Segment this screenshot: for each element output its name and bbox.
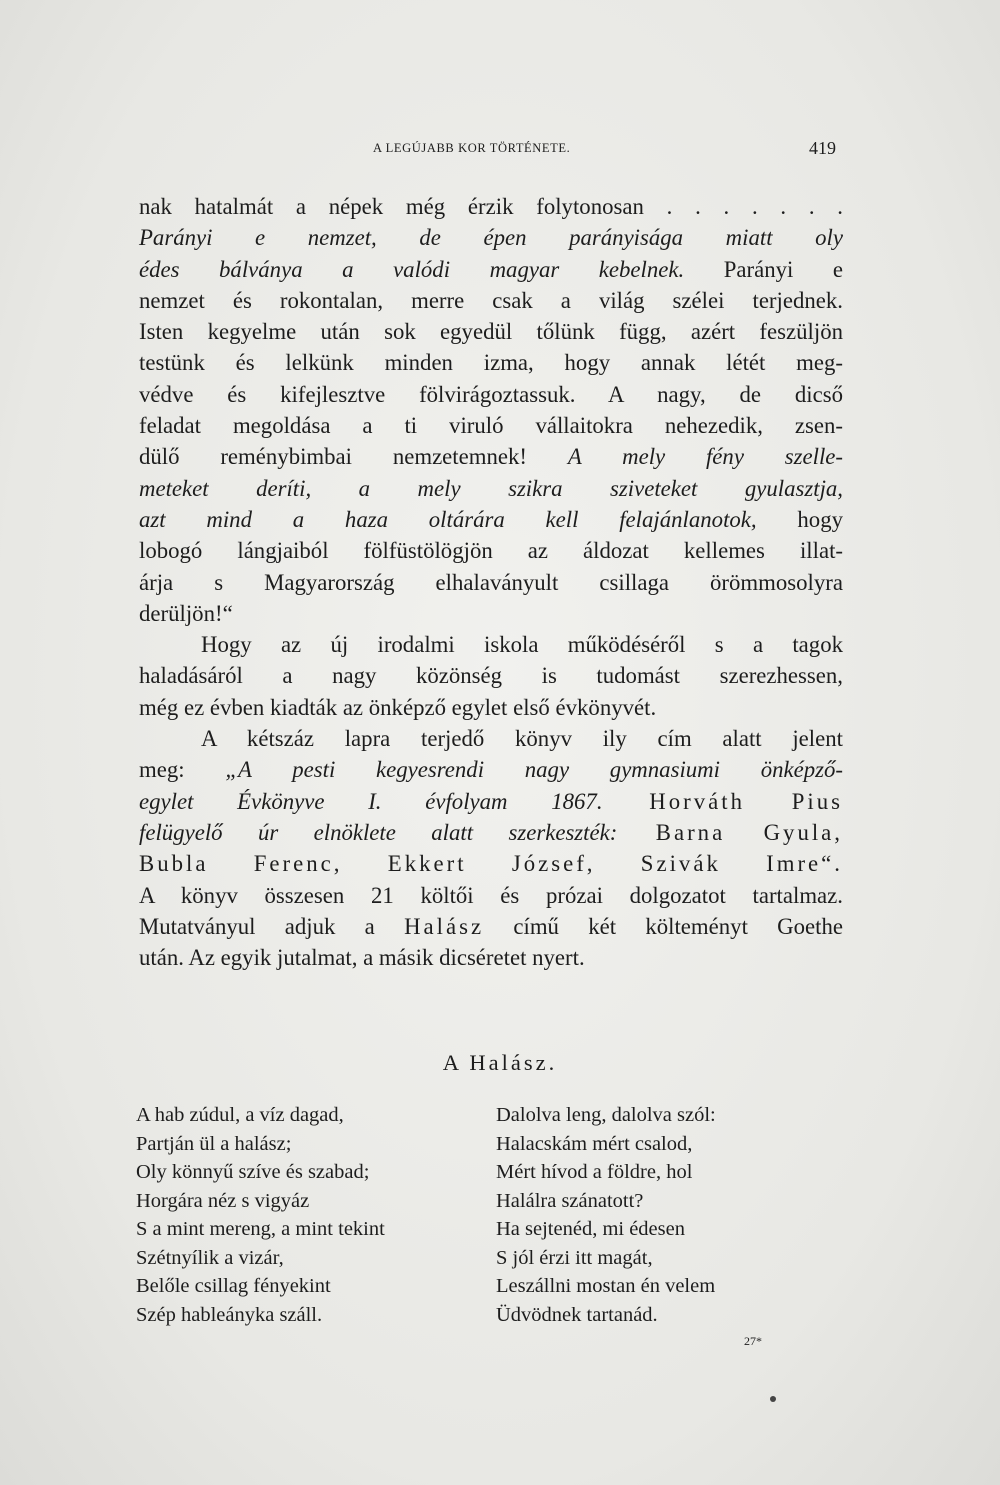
text-line [139,754,843,785]
text-line: Bubla Ferenc, Ekkert József, Szivák Imre“. [139,851,843,877]
text-line: után. Az egyik jutalmat, a másik dicséretet nyert. [139,945,585,971]
italic-phrase: A mely fény szelle- [567,444,843,470]
verse-line: Üdvödnek tartanád. [496,1303,658,1326]
verse-line: Horgára néz s vigyáz [136,1189,310,1212]
verse-line: A hab zúdul, a víz dagad, [136,1104,344,1126]
verse-line: Halálra szánatott? [496,1189,644,1212]
text-line [139,786,843,817]
text-line [139,911,843,942]
verse-line: Belőle csillag fényekint [136,1275,331,1297]
text-line: A kétszáz lapra terjedő könyv ily cím alatt jelent [201,726,843,752]
text-segment: Mutatványul adjuk a [139,913,405,939]
text-segment: című két költeményt Goethe [484,913,844,939]
text-line: haladásáról a nagy közönség is tudomást szerezhessen, [139,663,843,689]
verse-line: S a mint mereng, a mint tekint [136,1218,385,1240]
verse-line: Leszállni mostan én velem [496,1275,716,1297]
verse-line: S jól érzi itt magát, [496,1246,653,1269]
text-line: Hogy az új irodalmi iskola működéséről s a tagok [201,632,843,658]
text-line [139,254,843,285]
text-line: árja s Magyarország elhalaványult csillaga örömmosolyra [139,569,843,595]
ink-spot [770,1396,776,1402]
text-line [139,817,843,848]
verse-line: Mért hívod a földre, hol [496,1161,693,1183]
verse-line: Oly könnyű szíve és szabad; [136,1161,370,1183]
text-line [139,504,843,535]
italic-phrase: felügyelő úr elnöklete alatt szerkeszték: [139,819,618,845]
text-segment: hogy [756,506,843,532]
text-line: lobogó lángjaiból fölfüstölögjön az áldozat kellemes illat- [139,538,843,564]
text-segment: dülő reménybimbai nemzetemnek! [139,444,568,470]
verse-line: Partján ül a halász; [136,1132,292,1155]
italic-phrase: „A pesti kegyesrendi nagy gymnasiumi önképző- [225,757,843,783]
text-line: Isten kegyelme után sok egyedül tőlünk függ, azért feszüljön [139,319,843,345]
verse-line: Dalolva leng, dalolva szól: [496,1104,716,1126]
page-number: 419 [809,138,836,158]
text-segment: meg: [139,757,226,783]
spaced-name: Horváth Pius [602,788,843,814]
verse-line: Szép hableányka száll. [136,1303,323,1326]
text-line: nemzet és rokontalan, merre csak a világ szélei terjednek. [139,287,843,313]
verse-line: Halacskám mért csalod, [496,1132,693,1155]
verse-line: Ha sejtenéd, mi édesen [496,1218,685,1240]
text-segment: Parányi e [684,256,844,282]
text-line: A könyv összesen 21 költői és prózai dolgozatot tartalmaz. [139,882,843,908]
verse-line: Szétnyílik a vizár, [136,1246,284,1269]
text-line [139,441,843,472]
running-head [140,138,840,161]
text-line: meteket deríti, a mely szikra sziveteket gyulasztja, [139,475,843,501]
text-line: feladat megoldása a ti viruló vállaitokra nehezedik, zsen- [139,413,843,439]
text-line: még ez évben kiadták az önképző egylet első évkönyvét. [139,694,657,720]
text-line: Parányi e nemzet, de épen parányisága miatt oly [139,225,843,251]
running-head-title: A LEGÚJABB KOR TÖRTÉNETE. [373,141,571,155]
text-line: nak hatalmát a népek még érzik folytonosan . . . . . . . [139,194,843,219]
poem-stanza-right [496,1101,826,1329]
italic-phrase: édes bálványa a valódi magyar kebelnek. [139,256,685,282]
text-line: testünk és lelkünk minden izma, hogy annak létét meg- [139,350,843,376]
italic-phrase: azt mind a haza oltárára kell felajánlanotok, [139,506,757,532]
text-line: védve és kifejlesztve fölvirágoztassuk. A nagy, de dicső [139,381,843,407]
text-line: derüljön!“ [139,600,233,626]
body-text [139,191,843,973]
poem-stanza-left [136,1101,466,1329]
poem-title: A Halász. [442,1050,558,1075]
spaced-name: Halász [404,913,485,939]
spaced-name: Barna Gyula, [617,819,843,845]
italic-phrase: egylet Évkönyve I. évfolyam 1867. [139,788,603,814]
printer-signature: 27* [744,1334,762,1348]
